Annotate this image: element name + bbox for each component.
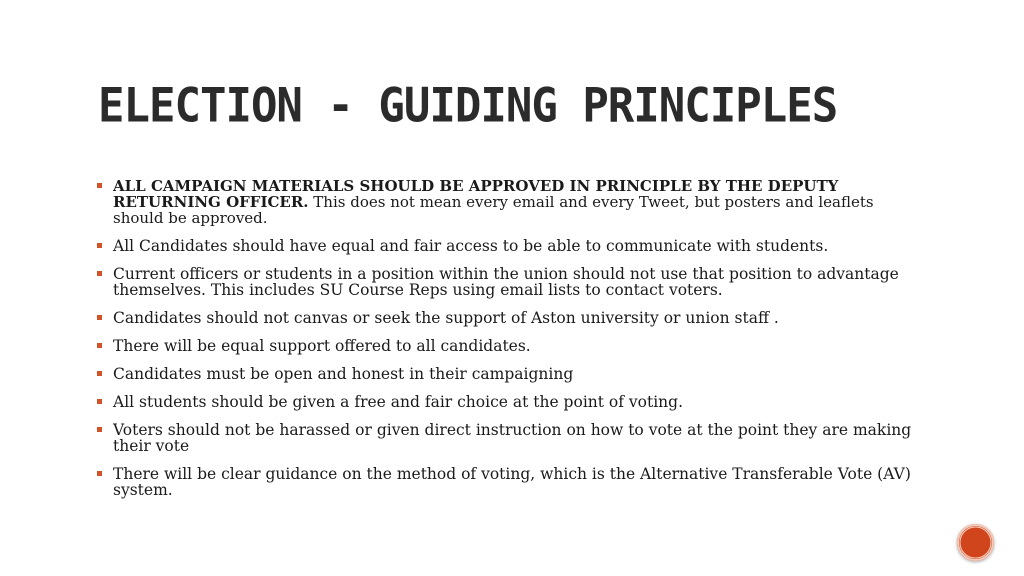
square-bullet-icon <box>97 427 102 432</box>
list-item <box>97 422 917 454</box>
square-bullet-icon <box>97 343 102 348</box>
bullet-text: All students should be given a free and fair choice at the point of voting. <box>113 393 684 411</box>
list-item <box>97 178 917 226</box>
list-item <box>97 310 917 326</box>
square-bullet-icon <box>97 371 102 376</box>
bullet-text: This does not mean every email and every Tweet, but posters and leaflets should be approved. <box>113 193 874 227</box>
list-item <box>97 366 917 382</box>
list-item <box>97 466 917 498</box>
bullet-text: There will be equal support offered to all candidates. <box>113 337 531 355</box>
bullet-text: Voters should not be harassed or given direct instruction on how to vote at the point they are making their vote <box>113 421 912 455</box>
bullet-bold-text: ALL CAMPAIGN MATERIALS SHOULD BE APPROVED IN PRINCIPLE BY THE DEPUTY RETURNING OFFICER. <box>113 177 839 211</box>
square-bullet-icon <box>97 471 102 476</box>
list-item <box>97 394 917 410</box>
bullet-text: Current officers or students in a position within the union should not use that position to advantage themselves. This includes SU Course Reps using email lists to contact voters. <box>113 265 899 299</box>
list-item <box>97 238 917 254</box>
bullet-text: Candidates should not canvas or seek the support of Aston university or union staff . <box>113 309 779 327</box>
square-bullet-icon <box>97 399 102 404</box>
square-bullet-icon <box>97 271 102 276</box>
list-item <box>97 266 917 298</box>
slide-title: ELECTION - GUIDING PRINCIPLES <box>98 78 838 134</box>
square-bullet-icon <box>97 183 102 188</box>
bullet-list <box>97 178 917 510</box>
bullet-text: Candidates must be open and honest in their campaigning <box>113 365 574 383</box>
next-slide-icon <box>957 524 994 561</box>
square-bullet-icon <box>97 315 102 320</box>
next-slide-button[interactable] <box>957 524 994 561</box>
list-item <box>97 338 917 354</box>
square-bullet-icon <box>97 243 102 248</box>
bullet-text: All Candidates should have equal and fair access to be able to communicate with students. <box>113 237 829 255</box>
bullet-text: There will be clear guidance on the method of voting, which is the Alternative Transferable Vote (AV) system. <box>113 465 911 499</box>
